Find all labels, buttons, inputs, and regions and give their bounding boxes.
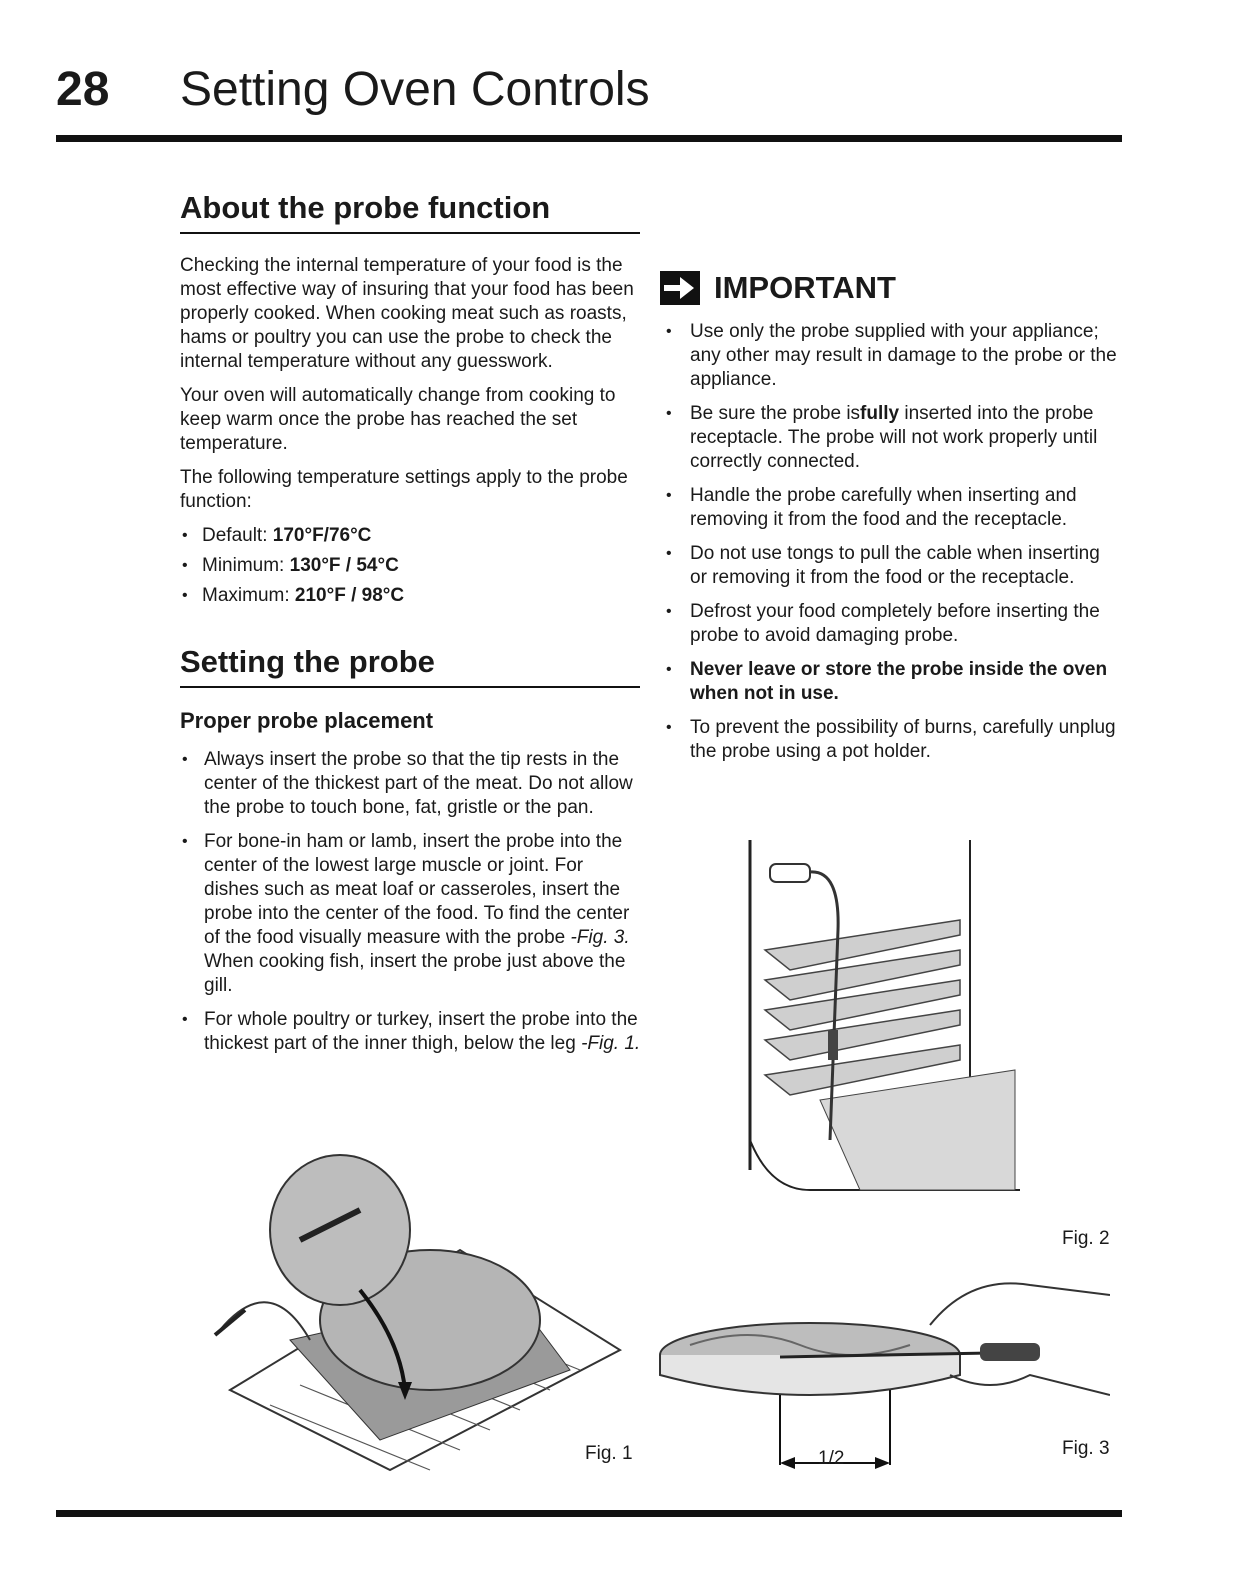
right-column (660, 270, 1118, 774)
important-title: IMPORTANT (714, 270, 896, 305)
list-item: • Do not use tongs to pull the cable when inserting or removing it from the food or the receptacle. (660, 542, 1118, 590)
figure-measure-probe (650, 1265, 1110, 1485)
left-column (180, 190, 642, 1066)
temperature-settings-list (180, 524, 642, 608)
about-paragraph-2: Your oven will automatically change from cooking to keep warm once the probe has reached the set temperature. (180, 385, 616, 454)
figure-3-measure-label: 1/2 (818, 1448, 845, 1469)
list-item: • Default: 170°F/76°C (180, 524, 642, 548)
list-item: • For bone-in ham or lamb, insert the probe into the center of the lowest large muscle or joint. For dishes such as meat loaf or casseroles, insert the probe into the center of the food. To find the center of the food visually measure with the probe -Fig. 3. When cooking fish, insert the probe just above the gill. (180, 830, 642, 998)
page-number: 28 (56, 63, 110, 116)
figure-3-label: Fig. 3 (1062, 1438, 1110, 1459)
list-item: • Always insert the probe so that the tip rests in the center of the thickest part of the meat. Do not allow the probe to touch bone, fat, gristle or the pan. (180, 748, 642, 820)
list-item: • Maximum: 210°F / 98°C (180, 584, 642, 608)
list-item: • Use only the probe supplied with your appliance; any other may result in damage to the probe or the appliance. (660, 320, 1118, 392)
setting-heading: Setting the probe (180, 644, 640, 688)
important-list (660, 320, 1118, 764)
placement-list (180, 748, 642, 1056)
list-item: • Defrost your food completely before inserting the probe to avoid damaging probe. (660, 600, 1118, 648)
list-item: • Handle the probe carefully when inserting and removing it from the food and the receptacle. (660, 484, 1118, 532)
about-paragraph-3: The following temperature settings apply to the probe function: (180, 467, 628, 512)
list-item: • Minimum: 130°F / 54°C (180, 554, 642, 578)
page-title: Setting Oven Controls (180, 63, 650, 116)
list-item: • For whole poultry or turkey, insert the probe into the thickest part of the inner thigh, below the leg -Fig. 1. (180, 1008, 642, 1056)
list-item: • Never leave or store the probe inside the oven when not in use. (660, 658, 1118, 706)
placement-subheading: Proper probe placement (180, 708, 434, 733)
list-item: • Be sure the probe isfully inserted into the probe receptacle. The probe will not work properly until correctly connected. (660, 402, 1118, 474)
footer-rule (56, 1510, 1122, 1517)
figure-2-label: Fig. 2 (1062, 1228, 1110, 1249)
about-heading: About the probe function (180, 190, 640, 234)
arrow-right-icon (660, 271, 700, 305)
important-header (660, 270, 1118, 306)
figure-oven-probe (730, 840, 1030, 1200)
about-paragraph-1: Checking the internal temperature of your food is the most effective way of insuring that your food has been properly cooked. When cooking meat such as roasts, hams or poultry you can use the probe to check the internal temperature without any guesswork. (180, 255, 634, 372)
figure-1-label: Fig. 1 (585, 1443, 633, 1464)
figure-poultry-probe (210, 1150, 630, 1480)
list-item: • To prevent the possibility of burns, carefully unplug the probe using a pot holder. (660, 716, 1118, 764)
header-rule (56, 135, 1122, 142)
